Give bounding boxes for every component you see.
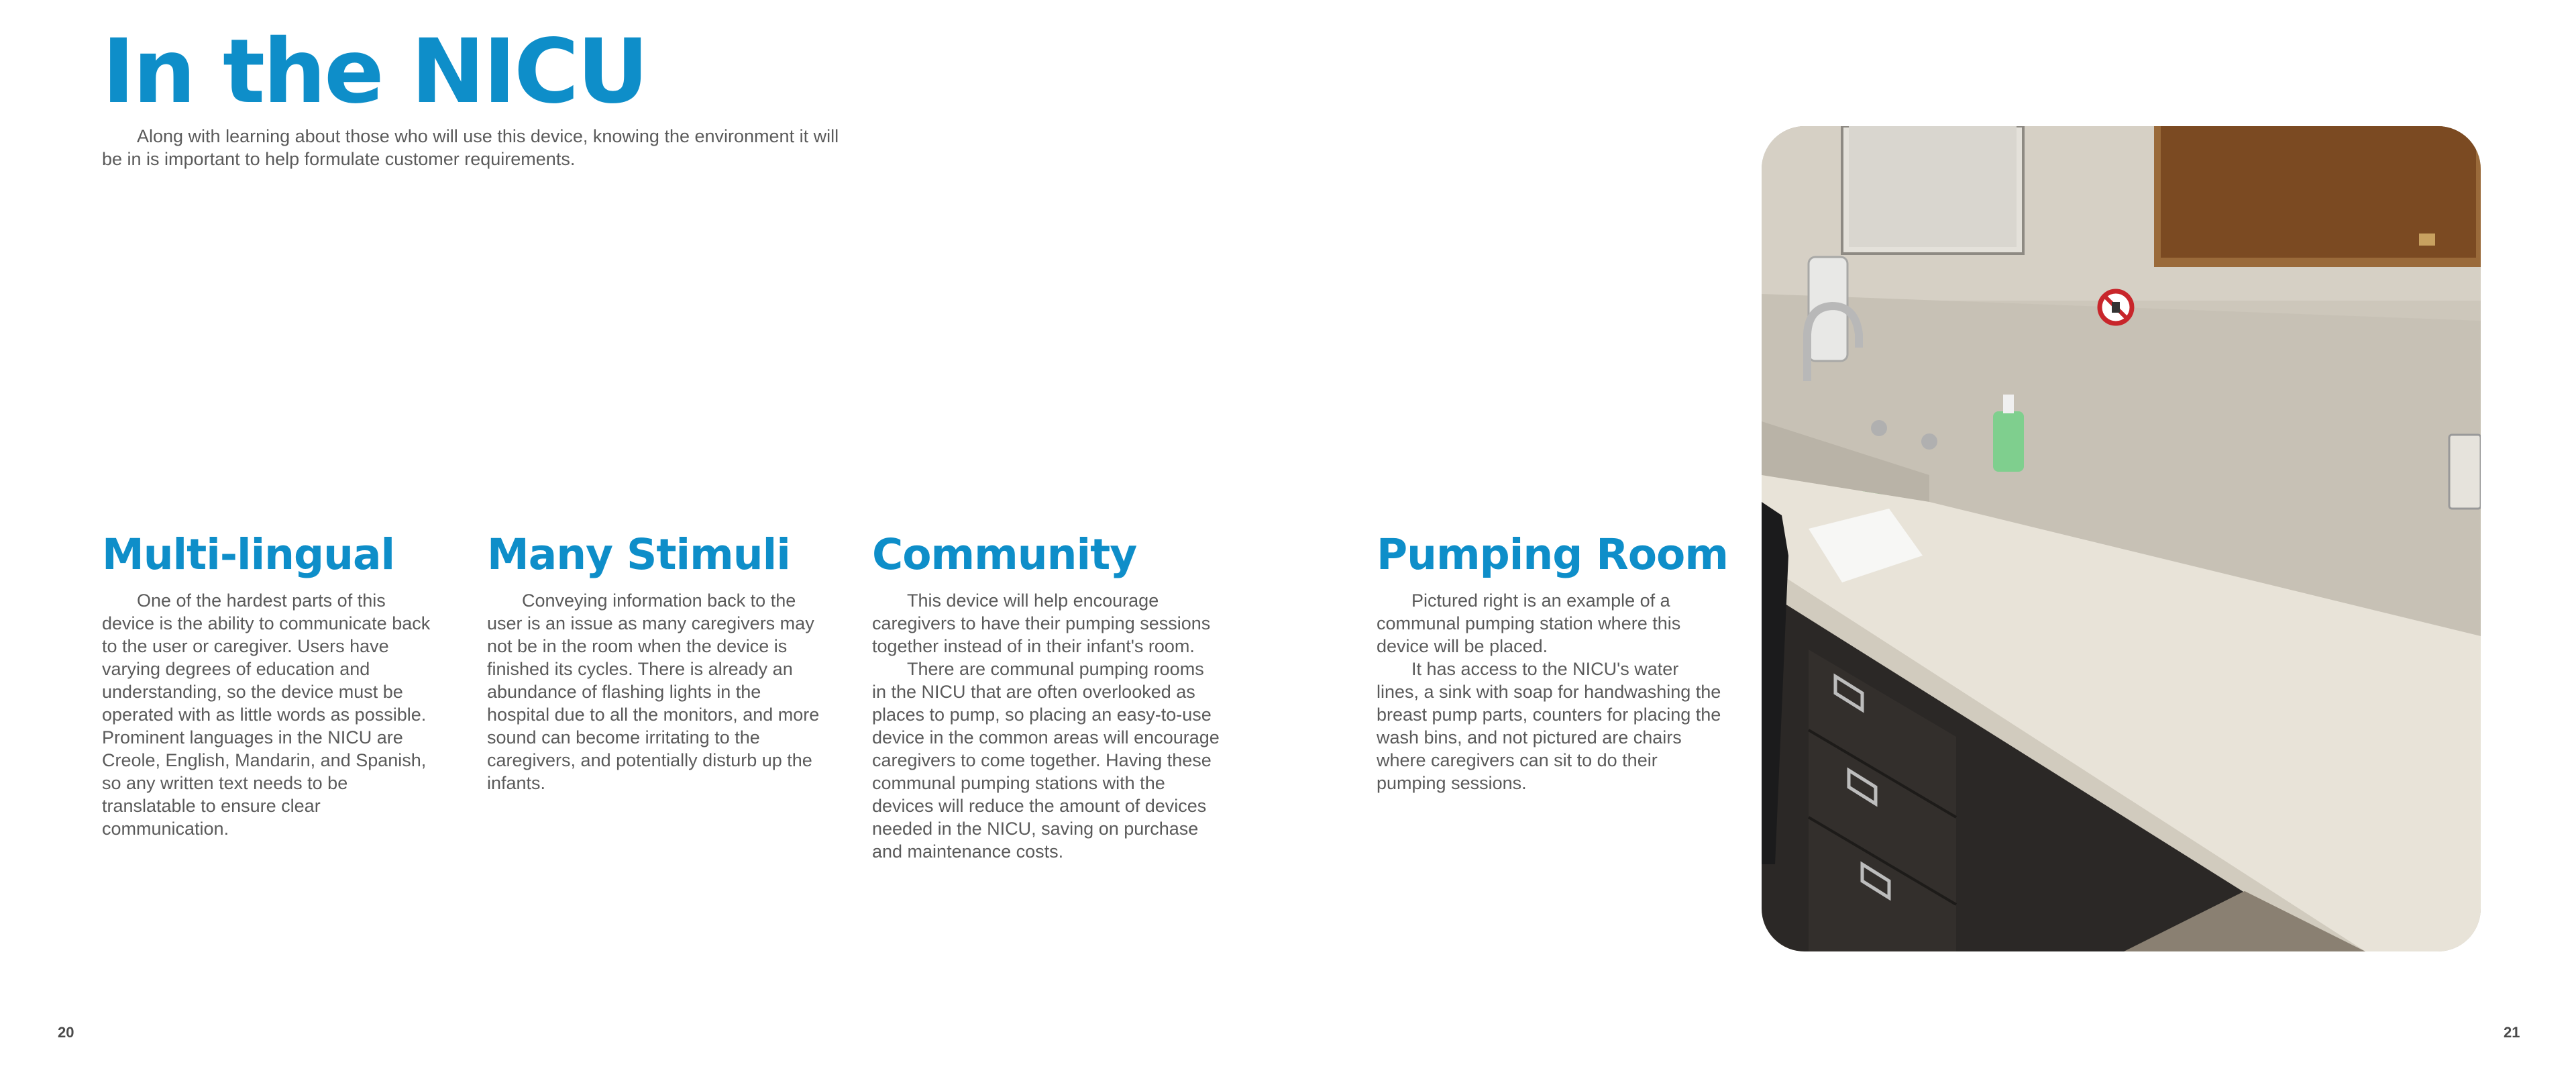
section-heading: Multi-lingual [102,530,395,579]
soap-bottle [1993,411,2024,472]
mirror-glass [1849,126,2017,247]
pumping-room-illustration [1762,126,2481,951]
section-paragraph: This device will help encourage caregivers to have their pumping sessions together instead of in their infant's room. [872,590,1211,656]
wall-outlet [2449,435,2481,509]
soap-pump [2003,395,2014,413]
section-heading: Many Stimuli [487,530,790,579]
section-heading: Community [872,530,1137,579]
section-paragraph: There are communal pumping rooms in the NICU that are often overlooked as places to pump, so placing an easy-to-use device in the common areas will encourage caregivers to come together. Having these communal pumping stations with the devices will reduce the amount of devices needed in the NICU, saving on purchase and maintenance costs. [872,659,1220,862]
page-title: In the NICU [102,20,647,123]
pin [2419,234,2435,246]
section-multilingual [102,530,437,840]
section-community [872,530,1221,863]
faucet-handle [1871,420,1887,436]
faucet-handle [1921,433,1937,450]
section-paragraph: It has access to the NICU's water lines, a sink with soap for handwashing the breast pump parts, counters for placing the wash bins, and not pictured are chairs where caregivers can sit to do their pumping sessions. [1377,659,1721,793]
section-many-stimuli [487,530,822,794]
section-heading: Pumping Room [1377,530,1728,579]
pumping-room-photo [1762,126,2481,951]
section-paragraph: Pictured right is an example of a communal pumping station where this device will be placed. [1377,590,1681,656]
section-paragraph: Conveying information back to the user is an issue as many caregivers may not be in the room when the device is finished its cycles. There is already an abundance of flashing lights in the hospital due to all the monitors, and more sound can become irritating to the caregivers, and potentially disturb up the infants. [487,590,820,793]
section-body [102,589,437,840]
section-body [487,589,822,794]
sign-cup [2112,302,2120,313]
section-paragraph: One of the hardest parts of this device is the ability to communicate back to the user or caregiver. Users have varying degrees of education and understanding, so the device must be operated with as little words as possible. Prominent languages in the NICU are Creole, English, Mandarin, and Spanish, so any written text needs to be translatable to ensure clear communication. [102,590,431,839]
intro-paragraph [102,125,840,170]
section-body [1377,589,1725,794]
section-body [872,589,1221,863]
page-number-right: 21 [2504,1024,2520,1041]
section-pumping-room [1377,530,1728,794]
intro-text: Along with learning about those who will use this device, knowing the environment it will be in is important to help formulate customer requirements. [102,126,839,169]
page-number-left: 20 [58,1024,74,1041]
